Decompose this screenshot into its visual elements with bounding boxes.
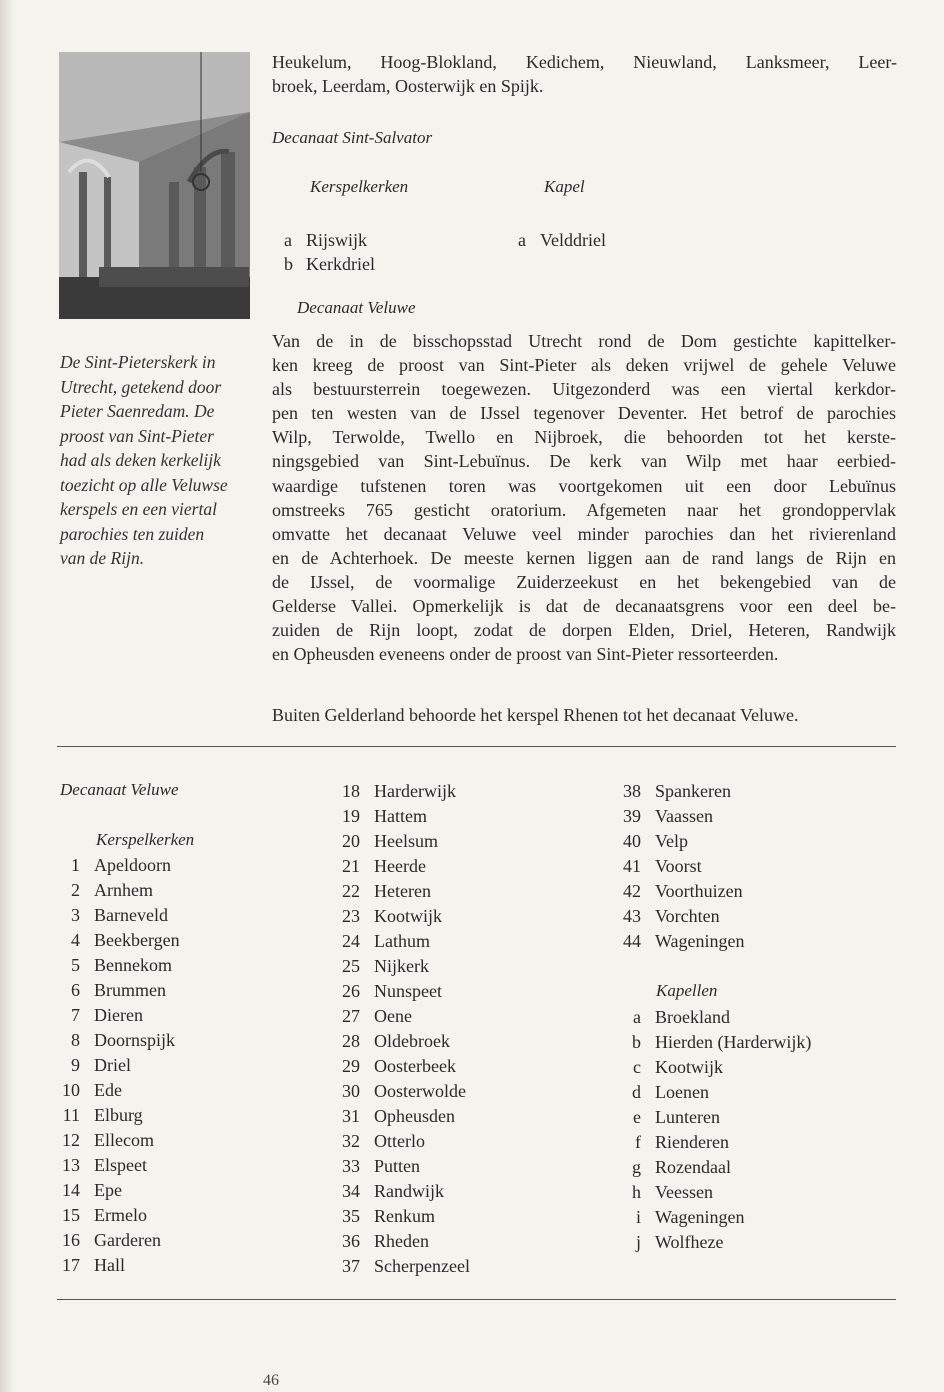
paragraph-line: Wilp, Terwolde, Twello en Nijbroek, die behoorden tot het kerste-: [272, 427, 896, 448]
buiten-gelderland-sentence: Buiten Gelderland behoorde het kerspel Rhenen tot het decanaat Veluwe.: [272, 705, 799, 725]
item-number: 35: [342, 1206, 360, 1226]
item-number: 3: [71, 905, 80, 925]
list-item: [336, 954, 470, 979]
item-name: Wageningen: [655, 931, 745, 951]
list-item: [617, 829, 745, 854]
item-name: Dieren: [94, 1005, 143, 1025]
item-label: a: [518, 230, 526, 250]
item-name: Arnhem: [94, 880, 153, 900]
paragraph-line: en de Achterhoek. De meeste kernen liggen aan de rand langs de Rijn en: [272, 547, 896, 568]
item-name: Lathum: [374, 931, 430, 951]
item-name: Vaassen: [655, 806, 713, 826]
item-name: Opheusden: [374, 1106, 455, 1126]
item-name: Driel: [94, 1055, 131, 1075]
item-name: Putten: [374, 1156, 421, 1176]
item-name: Velp: [655, 831, 688, 851]
page-edge: [0, 0, 14, 1392]
list-item: [617, 1005, 811, 1030]
item-name: Wolfheze: [655, 1232, 724, 1252]
list-item: [336, 979, 470, 1004]
list-item: [284, 228, 375, 252]
item-name: Ede: [94, 1080, 122, 1100]
item-letter: j: [635, 1232, 641, 1252]
paragraph-line: en Opheusden eveneens onder de proost van Sint-Pieter ressorteerden.: [272, 644, 779, 665]
list-item: [617, 804, 745, 829]
salvator-kapel: [518, 228, 606, 252]
item-name: Heteren: [374, 881, 431, 901]
item-name: Oosterbeek: [374, 1056, 456, 1076]
list-item: [617, 1055, 811, 1080]
item-name: Loenen: [655, 1082, 709, 1102]
paragraph-line: omvatte het decanaat Veluwe veel minder parochies dan het rivierenland: [272, 523, 896, 544]
veluwe-paragraph: [272, 329, 896, 666]
item-letter: h: [632, 1182, 641, 1202]
item-name: Harderwijk: [374, 781, 456, 801]
caption-line: Pieter Saenredam. De: [60, 401, 215, 421]
list-item: [336, 854, 470, 879]
caption-line: De Sint-Pieterskerk in: [60, 352, 216, 372]
item-name: Elburg: [94, 1105, 143, 1125]
item-name: Kootwijk: [374, 906, 443, 926]
kapellen-list: [617, 1005, 811, 1255]
item-number: 33: [342, 1156, 360, 1176]
item-number: 19: [342, 806, 360, 826]
list-item: [617, 879, 745, 904]
list-item: [617, 1205, 811, 1230]
item-name: Hattem: [374, 806, 427, 826]
item-name: Velddriel: [540, 230, 606, 250]
item-name: Ermelo: [94, 1205, 147, 1225]
list-heading: Decanaat Veluwe: [60, 780, 179, 799]
item-name: Apeldoorn: [94, 855, 171, 875]
item-name: Elspeet: [94, 1155, 147, 1175]
item-name: Spankeren: [655, 781, 731, 801]
item-label: b: [284, 254, 293, 274]
list-item: [336, 1104, 470, 1129]
list-item: [336, 1004, 470, 1029]
item-number: 27: [342, 1006, 360, 1026]
item-name: Doornspijk: [94, 1030, 175, 1050]
paragraph-line: waardige tufstenen toren was voortgekomen uit een door Lebuïnus: [272, 475, 896, 496]
list-item: [336, 829, 470, 854]
list-item: [60, 1153, 180, 1178]
item-name: Heerde: [374, 856, 426, 876]
item-name: Ellecom: [94, 1130, 154, 1150]
list-item: [617, 1105, 811, 1130]
item-number: 42: [623, 881, 641, 901]
item-letter: i: [635, 1207, 641, 1227]
paragraph-line: ken kreeg de proost van Sint-Pieter als deken vrijwel de gehele Veluwe: [272, 355, 896, 376]
list-item: [336, 929, 470, 954]
item-letter: e: [633, 1107, 641, 1127]
salvator-kerken-list: [284, 228, 375, 276]
paragraph-line: de IJssel, de voormalige Zuiderzeekust en het bekengebied van de: [272, 571, 896, 592]
item-name: Barneveld: [94, 905, 168, 925]
kerken-column-3: [617, 779, 745, 954]
item-name: Rozendaal: [655, 1157, 731, 1177]
paragraph-line: Gelderse Vallei. Opmerkelijk is dat de decanaatsgrens voor een deel be-: [272, 596, 896, 617]
item-number: 36: [342, 1231, 360, 1251]
item-number: 34: [342, 1181, 360, 1201]
list-item: [60, 978, 180, 1003]
item-number: 29: [342, 1056, 360, 1076]
item-name: Rienderen: [655, 1132, 729, 1152]
list-item: [336, 879, 470, 904]
item-number: 30: [342, 1081, 360, 1101]
list-item: [617, 1080, 811, 1105]
item-name: Bennekom: [94, 955, 172, 975]
list-item: [617, 904, 745, 929]
item-name: Veessen: [655, 1182, 713, 1202]
item-name: Heelsum: [374, 831, 438, 851]
item-name: Renkum: [374, 1206, 435, 1226]
item-letter: b: [632, 1032, 641, 1052]
caption-line: toezicht op alle Veluwse: [60, 474, 228, 495]
item-name: Wageningen: [655, 1207, 745, 1227]
item-number: 10: [62, 1080, 80, 1100]
list-item: [336, 779, 470, 804]
item-name: Nunspeet: [374, 981, 442, 1001]
item-number: 1: [71, 855, 80, 875]
item-number: 32: [342, 1131, 360, 1151]
list-item: [336, 1029, 470, 1054]
church-interior-photo: [59, 52, 250, 319]
item-name: Randwijk: [374, 1181, 444, 1201]
item-number: 41: [623, 856, 641, 876]
item-name: Rijswijk: [306, 230, 368, 250]
paragraph-line: als bestuursterrein toegewezen. Uitgezonderd was een viertal kerkdor-: [272, 379, 896, 400]
item-number: 44: [623, 931, 641, 951]
list-item: [617, 1130, 811, 1155]
item-name: Scherpenzeel: [374, 1256, 470, 1276]
list-item: [336, 904, 470, 929]
item-name: Voorthuizen: [655, 881, 743, 901]
list-item: [617, 1230, 811, 1255]
item-number: 15: [62, 1205, 80, 1225]
list-item: [60, 903, 180, 928]
item-number: 40: [623, 831, 641, 851]
item-number: 2: [71, 880, 80, 900]
caption-line: van de Rijn.: [60, 548, 145, 568]
item-number: 43: [623, 906, 641, 926]
caption-line: Utrecht, getekend door: [60, 376, 222, 397]
item-number: 22: [342, 881, 360, 901]
item-name: Broekland: [655, 1007, 730, 1027]
list-item: [60, 1103, 180, 1128]
item-name: Oldebroek: [374, 1031, 450, 1051]
list-item: [336, 1054, 470, 1079]
list-item: [617, 1030, 811, 1055]
item-letter: c: [633, 1057, 641, 1077]
list-item: [617, 1155, 811, 1180]
item-number: 8: [71, 1030, 80, 1050]
list-kerspel-heading: Kerspelkerken: [96, 830, 195, 849]
intro-line: broek, Leerdam, Oosterwijk en Spijk.: [272, 76, 544, 96]
photo-caption: [60, 350, 250, 571]
veluwe-heading: Decanaat Veluwe: [297, 298, 416, 317]
item-number: 20: [342, 831, 360, 851]
list-item: [336, 1179, 470, 1204]
paragraph-line: omstreeks 765 gesticht oratorium. Afgemeten naar het grondoppervlak: [272, 499, 896, 520]
list-item: [336, 1204, 470, 1229]
list-item: [617, 854, 745, 879]
item-label: a: [284, 230, 292, 250]
kapel-heading: Kapel: [544, 177, 585, 196]
item-number: 18: [342, 781, 360, 801]
list-item: [336, 1229, 470, 1254]
list-item: [60, 953, 180, 978]
paragraph-line: zuiden de Rijn loopt, zodat de dorpen Elden, Driel, Heteren, Randwijk: [272, 620, 896, 641]
list-item: [336, 1154, 470, 1179]
list-item: [60, 1178, 180, 1203]
kerspelkerken-heading: Kerspelkerken: [310, 177, 409, 196]
list-item: [336, 1254, 470, 1279]
list-item: [617, 779, 745, 804]
item-name: Voorst: [655, 856, 702, 876]
caption-line: proost van Sint-Pieter: [60, 425, 214, 446]
item-number: 38: [623, 781, 641, 801]
item-name: Otterlo: [374, 1131, 425, 1151]
item-name: Lunteren: [655, 1107, 720, 1127]
item-number: 28: [342, 1031, 360, 1051]
item-number: 6: [71, 980, 80, 1000]
paragraph-line: ningsgebied van Sint-Lebuïnus. De kerk van Wilp met haar eerbied-: [272, 451, 896, 472]
list-item: [60, 928, 180, 953]
item-name: Rheden: [374, 1231, 429, 1251]
item-number: 13: [62, 1155, 80, 1175]
paragraph-line: pen ten westen van de IJssel tegenover Deventer. Het betrof de parochies: [272, 403, 896, 424]
item-letter: g: [632, 1157, 641, 1177]
item-letter: f: [635, 1132, 641, 1152]
list-item: [336, 1079, 470, 1104]
intro-line: Heukelum, Hoog-Blokland, Kedichem, Nieuwland, Lanksmeer, Leer-: [272, 52, 897, 72]
item-number: 7: [71, 1005, 80, 1025]
top-divider: [57, 746, 896, 747]
kerken-column-2: [336, 779, 470, 1279]
item-number: 21: [342, 856, 360, 876]
list-item: [617, 929, 745, 954]
list-item: [60, 1253, 180, 1278]
item-name: Garderen: [94, 1230, 161, 1250]
item-name: Nijkerk: [374, 956, 429, 976]
item-number: 24: [342, 931, 360, 951]
caption-line: had als deken kerkelijk: [60, 450, 221, 470]
item-letter: a: [633, 1007, 641, 1027]
item-letter: d: [632, 1082, 641, 1102]
item-number: 5: [71, 955, 80, 975]
bottom-divider: [57, 1299, 896, 1300]
item-number: 23: [342, 906, 360, 926]
item-number: 14: [62, 1180, 80, 1200]
item-number: 31: [342, 1106, 360, 1126]
item-name: Kerkdriel: [306, 254, 375, 274]
list-item: [60, 1128, 180, 1153]
item-name: Brummen: [94, 980, 166, 1000]
item-number: 9: [71, 1055, 80, 1075]
item-number: 37: [342, 1256, 360, 1276]
item-name: Epe: [94, 1180, 122, 1200]
paragraph-line: Van de in de bisschopsstad Utrecht rond de Dom gestichte kapittelker-: [272, 331, 896, 351]
item-name: Kootwijk: [655, 1057, 724, 1077]
list-item: [60, 1003, 180, 1028]
list-item: [60, 1053, 180, 1078]
intro-text: [272, 50, 897, 98]
item-number: 16: [62, 1230, 80, 1250]
item-number: 11: [62, 1105, 80, 1125]
list-item: [60, 1078, 180, 1103]
item-name: Beekbergen: [94, 930, 180, 950]
item-name: Oene: [374, 1006, 412, 1026]
kapellen-heading: Kapellen: [656, 981, 718, 1000]
list-item: [60, 878, 180, 903]
list-item: [60, 1228, 180, 1253]
list-item: [617, 1180, 811, 1205]
item-name: Oosterwolde: [374, 1081, 466, 1101]
item-number: 12: [62, 1130, 80, 1150]
list-item: [336, 1129, 470, 1154]
item-name: Vorchten: [655, 906, 720, 926]
salvator-heading: Decanaat Sint-Salvator: [272, 128, 433, 147]
list-item: [336, 804, 470, 829]
kerken-column-1: [60, 853, 180, 1278]
list-item: [284, 252, 375, 276]
item-number: 26: [342, 981, 360, 1001]
item-number: 39: [623, 806, 641, 826]
item-name: Hall: [94, 1255, 125, 1275]
item-number: 4: [71, 930, 80, 950]
church-interior-image: [59, 52, 250, 319]
list-item: [60, 1028, 180, 1053]
item-number: 17: [62, 1255, 80, 1275]
item-name: Hierden (Harderwijk): [655, 1032, 812, 1052]
page-number: 46: [263, 1372, 279, 1389]
item-number: 25: [342, 956, 360, 976]
list-item: [60, 1203, 180, 1228]
caption-line: parochies ten zuiden: [60, 523, 205, 544]
caption-line: kerspels en een viertal: [60, 499, 217, 519]
list-item: [60, 853, 180, 878]
